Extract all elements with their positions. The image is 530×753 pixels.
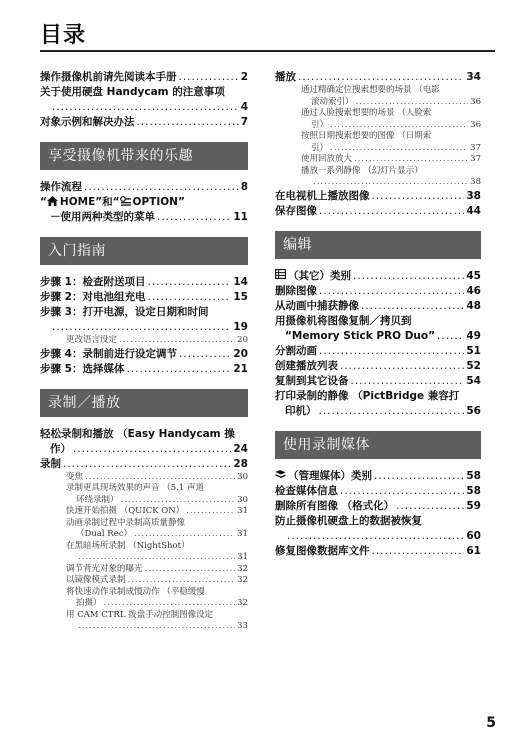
home-icon [47,196,58,206]
toc-entry-title: 作） [50,442,71,455]
toc-entry[interactable] [275,284,481,299]
toc-page-number: 31 [237,552,248,562]
dot-leader [330,143,468,155]
section-heading: 使用录制媒体 [275,431,481,459]
toc-entry-title: 创建播放列表 [275,359,338,372]
dot-leader [157,210,231,225]
dot-leader [374,469,464,484]
dot-leader [319,404,465,419]
toc-subentry-title: 调节背光对象的曝光 [66,563,143,574]
toc-page-number: 48 [466,299,481,312]
dot-leader [121,495,236,507]
toc-subentry-continuation[interactable] [275,97,481,109]
toc-entry[interactable] [275,344,481,359]
toc-subentry[interactable] [40,506,248,518]
toc-subentry-title: 将快速动作录制成慢动作 （平稳缓慢 [66,586,205,597]
toc-subentry[interactable] [40,518,248,530]
open-quote: “ [40,196,47,208]
toc-entry-title: －使用两种类型的菜单 [50,211,155,223]
toc-entry-title: 操作摄像机前请先阅读本手册 [40,71,177,83]
dot-leader [128,575,236,587]
toc-right-column [275,70,481,559]
toc-entry[interactable] [275,70,481,85]
dot-leader [437,329,464,344]
toc-entry[interactable] [275,269,481,284]
toc-entry-title: 修复图像数据库文件 [275,544,370,557]
toc-entry[interactable] [40,195,248,210]
toc-page-number: 24 [233,442,248,455]
dot-leader [340,359,464,374]
page-number: 5 [486,715,496,731]
toc-entry[interactable] [40,427,248,442]
toc-page-number: 37 [470,154,481,164]
toc-entry[interactable] [275,499,481,514]
title-divider [40,50,495,52]
toc-entry-continuation[interactable] [40,320,248,335]
section-heading: 编辑 [275,231,481,259]
toc-entry-title: 在电视机上播放图像 [275,189,370,202]
toc-page-number: 28 [233,457,248,470]
toc-entry-title: 删除图像 [275,284,317,297]
dot-leader [137,115,239,130]
dot-leader [319,344,464,359]
dot-leader [356,97,469,109]
toc-entry-title: 复制到其它设备 [275,374,349,387]
dot-leader [179,70,239,85]
dot-leader [319,284,464,299]
toc-entry[interactable] [275,469,481,484]
toc-entry-title: 步骤 2：对电池组充电 [40,291,146,303]
section-heading: 入门指南 [40,237,248,265]
toc-entry[interactable] [40,275,248,290]
section-heading: 享受摄像机带来的乐趣 [40,142,248,170]
toc-page-number: 59 [466,499,481,512]
dot-leader [85,472,235,484]
dot-leader [361,299,464,314]
other-category-icon [275,269,286,279]
toc-entry[interactable] [275,189,481,204]
dot-leader [78,552,235,564]
toc-subentry[interactable] [275,85,481,97]
toc-entry-title: （其它）类别 [288,269,351,282]
dot-leader [372,544,465,559]
toc-subentry[interactable] [40,587,248,599]
dot-leader [78,621,235,633]
toc-entry-continuation[interactable] [40,210,248,225]
home-label: HOME”和“ [59,196,120,208]
toc-entry[interactable] [275,544,481,559]
toc-entry-title: （管理媒体）类别 [288,469,372,482]
toc-entry-continuation[interactable] [40,442,248,457]
toc-entry[interactable] [275,359,481,374]
toc-entry[interactable] [275,514,481,529]
toc-page-number: 19 [233,321,248,333]
manage-media-icon [275,469,286,479]
toc-entry[interactable] [275,204,481,219]
toc-entry-title: 分割动画 [275,344,317,357]
dot-leader [330,120,468,132]
toc-subentry-title: 用 CAM CTRL 拨盘手动控制图像设定 [66,609,214,620]
toc-subentry-continuation[interactable] [40,495,248,507]
dot-leader [147,290,231,305]
toc-subentry-title: 通过精确定位搜索想要的场景 （电影 [301,85,440,95]
toc-page-number: 37 [470,142,481,153]
dot-leader [298,70,464,85]
toc-subentry-continuation[interactable] [40,529,248,541]
toc-page-number: 11 [233,211,248,223]
toc-page-number: 51 [466,344,481,357]
toc-subentry-title: 在黑暗场所录制 （NightShot） [66,540,190,551]
toc-subentry-title: 变焦 [66,471,84,482]
toc-subentry-title: 动画录制过程中录制高质量静像 [66,517,186,528]
toc-page-number: 38 [466,189,481,202]
dot-leader [186,506,235,518]
toc-entry[interactable] [40,115,248,130]
toc-subentry-title: 引） [311,119,329,130]
toc-entry[interactable] [40,305,248,320]
dot-leader [84,180,239,195]
toc-page-number: 56 [466,404,481,417]
dot-leader [104,598,236,610]
dot-leader [134,529,235,541]
toc-page-number: 34 [466,71,481,83]
toc-subentry[interactable] [275,166,481,178]
toc-page-number: 52 [466,359,481,372]
toc-page-number: 32 [237,598,248,608]
toc-page-number: 30 [237,494,248,505]
toc-subentry-continuation[interactable] [275,143,481,155]
toc-page-number: 31 [237,506,248,516]
toc-subentry[interactable] [275,108,481,120]
page-title: 目录 [40,23,87,48]
toc-subentry-title: 按照日期搜索想要的图像 （日期索 [301,131,432,141]
toc-entry-title: 印机） [285,404,317,417]
toc-entry-title: “Memory Stick PRO Duo” [285,329,436,342]
dot-leader [372,189,465,204]
toc-page-number: 32 [237,563,248,574]
toc-page-number: 4 [240,101,248,113]
toc-page-number: 45 [466,269,481,282]
dot-leader [126,362,231,377]
toc-entry-title: 录制 [40,457,61,470]
toc-entry[interactable] [40,347,248,362]
toc-page-number: 36 [470,119,481,130]
dot-leader [147,275,231,290]
toc-entry-title: 对象示例和解决办法 [40,116,135,128]
dot-leader [287,529,464,544]
toc-subentry-title: 播放一系列静像 （幻灯片显示） [301,165,423,176]
toc-page-number: 36 [470,96,481,107]
toc-subentry[interactable] [40,483,248,495]
toc-entry[interactable] [40,70,248,85]
toc-entry-title: 步骤 3：打开电源，设定日期和时间 [40,306,209,318]
toc-subentry-title: 快速开始拍摄 （QUICK ON） [66,506,185,516]
toc-entry[interactable] [275,389,481,404]
toc-entry[interactable] [40,457,248,472]
toc-subentry-continuation[interactable] [40,552,248,564]
toc-subentry[interactable] [275,154,481,166]
toc-subentry-title: 通过人脸搜索想要的场景 （人脸索 [301,108,432,118]
toc-entry-continuation[interactable] [40,100,248,115]
toc-subentry-title: 滚动索引） [311,96,354,107]
option-label: OPTION” [132,196,185,208]
toc-subentry[interactable] [40,335,248,347]
dot-leader [63,457,231,472]
toc-page-number: 2 [240,71,248,83]
toc-page-number: 44 [466,204,481,217]
dot-leader [52,100,239,115]
toc-subentry-title: 引） [311,142,329,153]
toc-entry[interactable] [275,374,481,389]
toc-entry-title: 检查媒体信息 [275,484,338,497]
toc-subentry-title: 以镜像模式录制 [66,575,126,585]
toc-page-number: 32 [237,575,248,585]
toc-entry-title: 步骤 1：检查附送项目 [40,276,146,288]
section-heading: 录制／播放 [40,389,248,417]
toc-entry-continuation[interactable] [275,529,481,544]
toc-page-number: 15 [233,291,248,303]
toc-left-column [40,70,248,633]
toc-page-number: 58 [466,484,481,497]
toc-page-number: 21 [233,362,248,375]
toc-entry-title: 关于使用硬盘 Handycam 的注意事项 [40,86,225,98]
toc-page-number: 31 [237,529,248,539]
toc-page-number: 20 [237,335,248,345]
toc-subentry-title: 录制更具现场效果的声音 （5.1 声道 [66,483,204,493]
toc-page-number: 60 [466,529,481,542]
toc-subentry-continuation[interactable] [40,598,248,610]
toc-entry-title: 轻松录制和播放 （Easy Handycam 操 [40,427,235,440]
toc-subentry-continuation[interactable] [40,621,248,633]
toc-entry-title: 操作流程 [40,181,82,193]
toc-entry-title: 防止摄像机硬盘上的数据被恢复 [275,514,422,527]
toc-page-number: 33 [237,621,248,631]
toc-entry-title: 用摄像机将图像复制／拷贝到 [275,314,412,327]
toc-subentry-title: （Dual Rec） [76,529,132,539]
toc-entry-title: 从动画中捕获静像 [275,299,359,312]
dot-leader [319,204,464,219]
dot-leader [396,499,464,514]
toc-subentry[interactable] [40,575,248,587]
toc-entry[interactable] [275,299,481,314]
dot-leader [52,320,231,335]
toc-page-number: 46 [466,284,481,297]
toc-page-number: 61 [466,544,481,557]
toc-subentry-title: 环绕录制） [76,494,119,505]
toc-entry[interactable] [275,484,481,499]
toc-subentry-continuation[interactable] [275,120,481,132]
toc-entry-continuation[interactable] [275,404,481,419]
toc-subentry[interactable] [40,610,248,622]
toc-page-number: 58 [466,469,481,482]
toc-page-number: 38 [470,177,481,187]
dot-leader [354,154,468,166]
toc-page-number: 8 [240,181,248,193]
dot-leader [73,442,231,457]
toc-subentry-continuation[interactable] [275,177,481,189]
toc-entry-title: 步骤 5：选择媒体 [40,362,125,375]
toc-entry-title: 播放 [275,71,296,83]
toc-page-number: 20 [233,347,248,360]
toc-entry-title: 保存图像 [275,204,317,217]
option-icon [120,196,131,206]
dot-leader [340,484,464,499]
dot-leader [119,335,235,347]
toc-entry[interactable] [40,362,248,377]
toc-page-number: 14 [233,276,248,288]
toc-subentry-title: 更改语言设定 [66,335,118,345]
toc-entry-title: 步骤 4：录制前进行设定调节 [40,347,177,360]
dot-leader [179,347,231,362]
toc-subentry-title: 使用回放放大 [301,154,353,164]
toc-entry-continuation[interactable] [275,329,481,344]
toc-entry[interactable] [40,290,248,305]
dot-leader [353,269,464,284]
toc-subentry[interactable] [40,541,248,553]
toc-entry[interactable] [40,180,248,195]
toc-subentry[interactable] [275,131,481,143]
toc-subentry[interactable] [40,564,248,576]
dot-leader [351,374,465,389]
toc-page-number: 7 [240,116,248,128]
toc-page-number: 54 [466,374,481,387]
toc-entry-title: 打印录制的静像 （PictBridge 兼容打 [275,389,460,402]
toc-subentry-title: 拍摄） [76,598,102,608]
toc-entry[interactable] [275,314,481,329]
toc-subentry[interactable] [40,472,248,484]
dot-leader [313,177,468,189]
toc-entry[interactable] [40,85,248,100]
dot-leader [145,564,236,576]
toc-page-number: 49 [466,329,481,342]
toc-entry-title: 删除所有图像 （格式化） [275,499,395,512]
toc-page-number: 30 [237,471,248,482]
